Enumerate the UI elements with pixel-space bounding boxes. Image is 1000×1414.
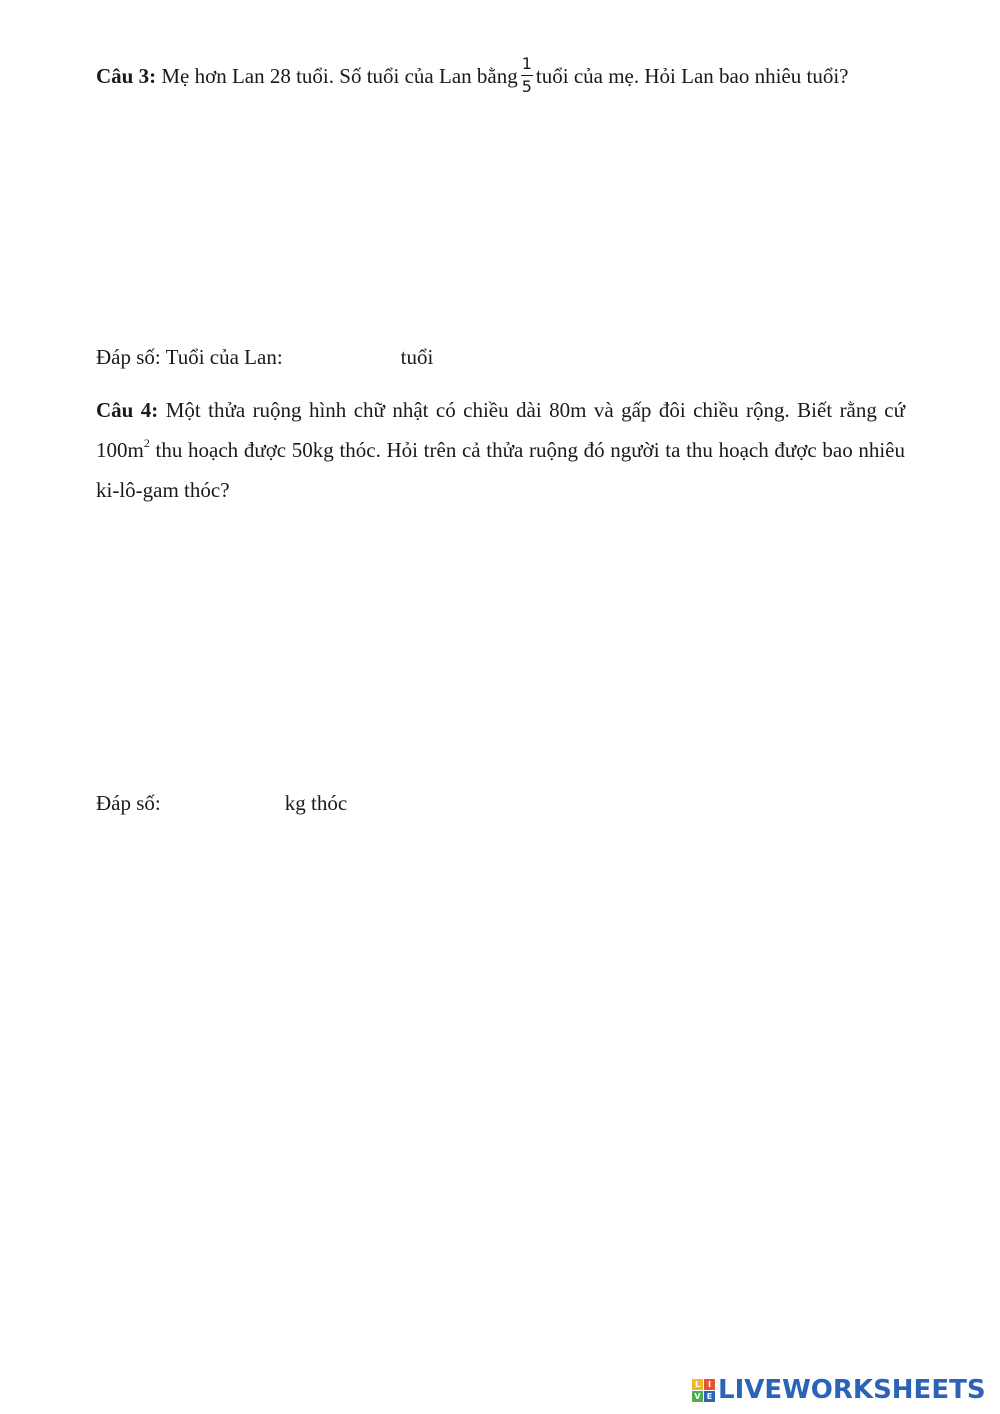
question-4 [96,390,905,510]
logo-mark-letter: L [692,1379,703,1390]
question-4-label: Câu 4: [96,398,159,422]
question-4-text-1: Một thửa ruộng hình chữ nhật có chiều dài 80m và gấp đôi chiều rộng. Biết rằng cứ 100m [96,398,906,462]
fraction-numerator: 1 [521,53,532,73]
logo-mark-letter: I [704,1379,715,1390]
square-superscript: 2 [143,436,150,450]
liveworksheets-logo [692,1372,986,1408]
question-3-label: Câu 3: [96,64,157,88]
question-3-text-before: Mẹ hơn Lan 28 tuổi. Số tuổi của Lan bằng [161,64,518,88]
question-4-answer-prefix: Đáp số: [96,791,161,815]
question-3-answer-prefix: Đáp số: Tuổi của Lan: [96,345,283,369]
logo-text: LIVEWORKSHEETS [718,1375,986,1405]
question-3-answer-line [96,343,433,371]
logo-mark-letter: V [692,1391,703,1402]
logo-mark-letter: E [704,1391,715,1402]
fraction-denominator: 5 [521,76,532,96]
question-4-text-2: thu hoạch được 50kg thóc. Hỏi trên cả thửa ruộng đó người ta thu hoạch được bao nhiêu ki-lô-gam thóc? [96,438,906,502]
question-3-answer-unit: tuổi [400,345,434,369]
question-4-answer-line [96,789,347,817]
question-4-answer-unit: kg thóc [284,791,348,815]
question-3 [96,53,905,99]
question-3-text-after: tuổi của mẹ. Hỏi Lan bao nhiêu tuổi? [535,64,849,88]
fraction-one-fifth [521,55,533,96]
logo-mark-icon [692,1379,715,1402]
fraction-bar [521,75,533,76]
